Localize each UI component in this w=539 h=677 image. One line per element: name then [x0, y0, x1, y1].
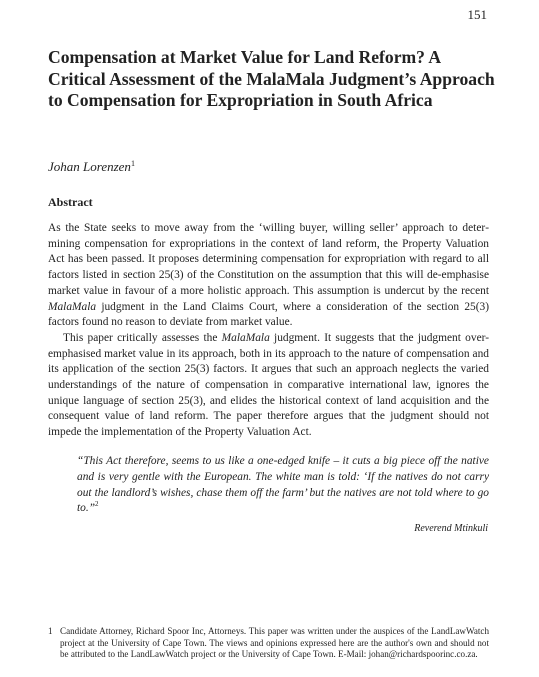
epigraph-quote [77, 454, 489, 517]
abstract-paragraph-1 [48, 221, 489, 331]
abstract-heading: Abstract [48, 195, 93, 209]
abstract-p2-case-name: MalaMala [221, 331, 270, 344]
epigraph-attribution: Reverend Mtinkuli [414, 523, 488, 534]
abstract-paragraph-2 [48, 331, 489, 441]
epigraph-footnote-marker: 2 [95, 500, 99, 509]
abstract-p1-text-b: judgment in the Land Claims Court, where a consideration of the section 25(3) factors found no reason to deviate from market value. [48, 300, 489, 329]
abstract-body [48, 221, 489, 441]
abstract-p1-text-a: As the State seeks to move away from the ‘willing buyer, willing seller’ approach to determining compensation for expropriations in the context of land reform, the Property Valuation Act has been passed. It proposes determining compensation for expropriation with regard to all factors listed in section 25(3) of the Constitution on the assumption that this will de-emphasise market value in favour of a more holistic approach. This assumption is undercut by the recent [48, 222, 489, 297]
epigraph-quote-text: “This Act therefore, seems to us like a one-edged knife – it cuts a big piece off the native and is very gentle with the European. The white man is told: ‘If the natives do not carry out the landlord’s wishes, chase them off the farm’ but the natives are not told where to go to.” [77, 455, 489, 515]
paper-title: Compensation at Market Value for Land Reform? A Critical Assessment of the MalaMala Judgment’s Approach to Compensation for Expropriation in South Africa [48, 47, 495, 110]
page-number: 151 [467, 7, 487, 22]
abstract-p2-text-b: judgment. It suggests that the judgment over-emphasised market value in its approach, both in its approach to the nature of compensation and its application of the section 25(3) factors. It argues that such an approach neglects the varied understandings of the nature of compensation in comparative international law, ignores the unique language of section 25(3), and elides the historical context of land acquisition and the consequent value of land reform. The paper therefore argues that the judgment should not impede the implementation of the Property Valuation Act. [48, 331, 489, 439]
abstract-p1-case-name: MalaMala [48, 300, 97, 313]
footnote [48, 626, 489, 661]
author-name: Johan Lorenzen [48, 159, 131, 174]
footnote-number: 1 [48, 626, 53, 636]
author-line [48, 159, 135, 175]
footnote-text: Candidate Attorney, Richard Spoor Inc, Attorneys. This paper was written under the auspices of the LandLawWatch project at the University of Cape Town. The views and opinions expressed here are the author's own and should not be attributed to the LandLawWatch project or the University of Cape Town. E-Mail: johan@richardspoorinc.co.za. [60, 626, 489, 660]
abstract-p2-text-a: This paper critically assesses the [63, 331, 222, 344]
author-footnote-marker: 1 [130, 159, 135, 168]
